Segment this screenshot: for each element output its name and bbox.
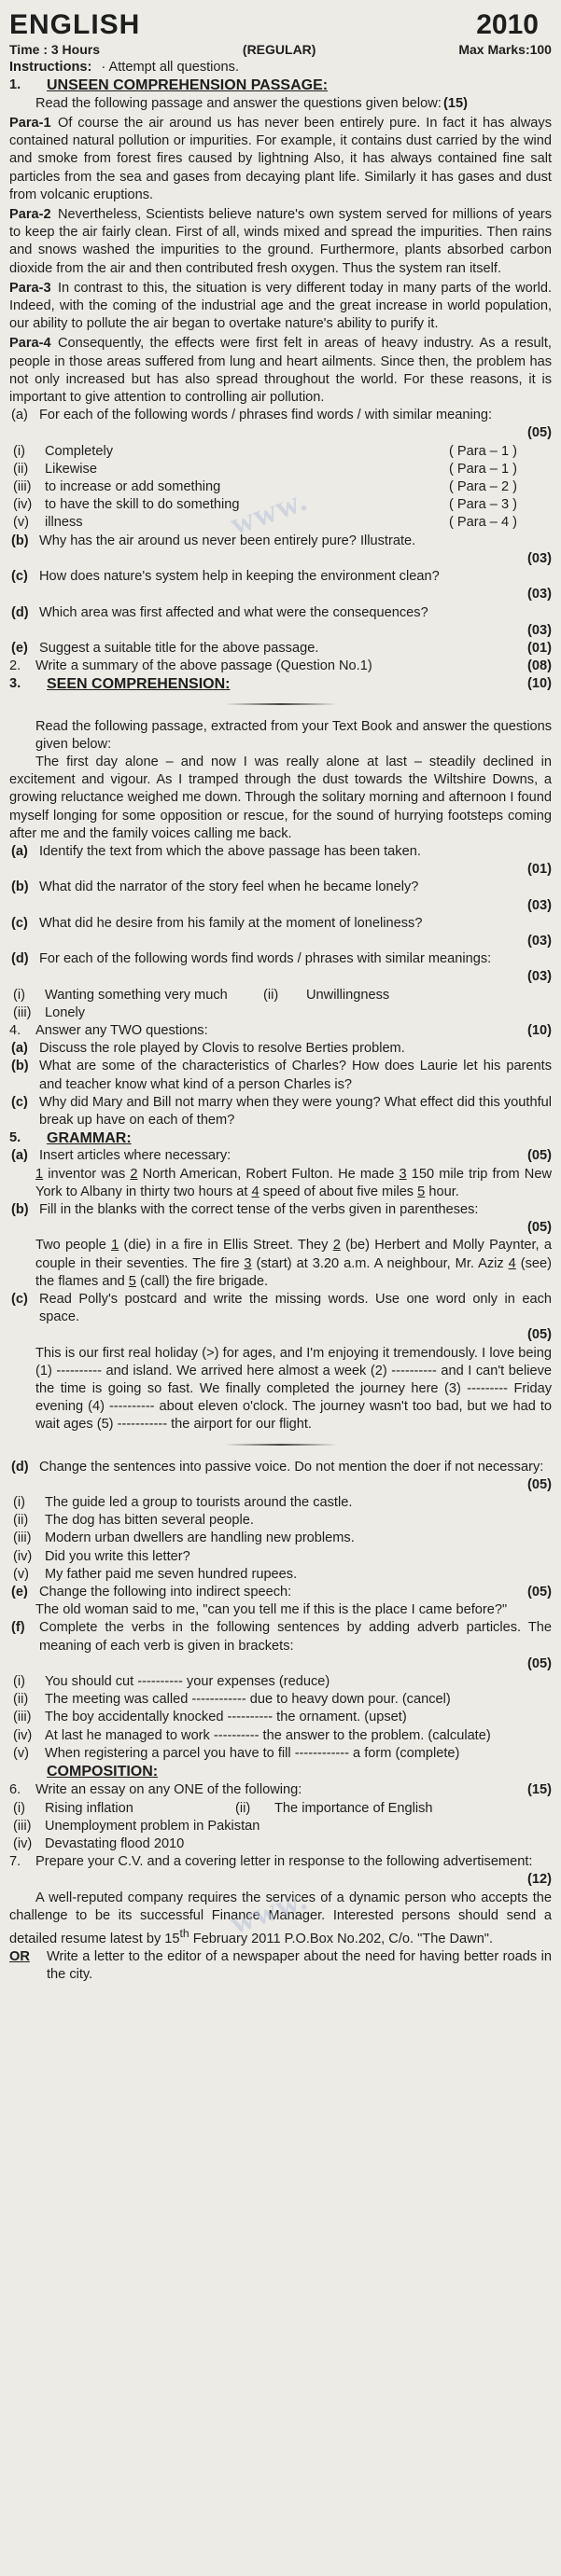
- word: illness: [45, 515, 83, 531]
- question-text: Write an essay on any ONE of the following:: [35, 1782, 302, 1798]
- essay-topic-row: [9, 1835, 552, 1853]
- roman-numeral: (iii): [13, 479, 32, 495]
- part-text: Fill in the blanks with the correct tense of the verbs given in parentheses:: [39, 1202, 479, 1217]
- part-text: Discuss the role played by Clovis to resolve Berties problem.: [39, 1041, 405, 1057]
- question-3d: [9, 950, 552, 968]
- part-text: Why did Mary and Bill not marry when they were young? What effect did this youthful break up have on each of them?: [39, 1094, 552, 1128]
- part-label: (a): [11, 1148, 28, 1164]
- roman-numeral: (iii): [13, 1818, 32, 1834]
- sentence: Modern urban dwellers are handling new problems.: [45, 1530, 355, 1546]
- para-text: Nevertheless, Scientists believe nature's own system served for millions of years to keep the air fairly clean. First of all, winds mixed and spread the impurities. Then rains and snows washed the impurities to the ground. Furthermore, plants absorbed carbon dioxide from the air and then contributed fresh oxygen. Thus the system ran itself.: [9, 207, 552, 276]
- postcard-exercise: This is our first real holiday (>) for ages, and I'm enjoying it tremendously. I love being (1) ---------- and island. We arrived here almost a week (2) ---------- and I can't believe the time is going so fast. We finally completed the journey here (3) --------- Friday evening (4) ---------- about eleven o'clock. The journey wasn't too bad, but we had to wait ages (5) ----------- the airport for our flight.: [35, 1345, 552, 1433]
- section-title: SEEN COMPREHENSION:: [47, 676, 231, 693]
- blank-number: 3: [244, 1255, 252, 1271]
- marks: (01): [527, 640, 552, 656]
- watermark: www.: [226, 1881, 312, 1942]
- part-text: Change the following into indirect speech:: [39, 1585, 292, 1600]
- part-text: What did the narrator of the story feel when he became lonely?: [39, 879, 419, 895]
- part-text: For each of the following words find words / phrases with similar meanings:: [39, 951, 492, 967]
- word: Likewise: [45, 461, 97, 477]
- sentence: The meeting was called ------------ due to heavy down pour. (cancel): [45, 1692, 451, 1708]
- roman-numeral: (iii): [13, 1530, 32, 1546]
- roman-numeral: (v): [13, 515, 30, 531]
- blank-number: 2: [130, 1166, 138, 1182]
- advertisement: [9, 1890, 552, 1948]
- roman-numeral: (iv): [13, 1548, 33, 1564]
- question-1e: [9, 640, 552, 658]
- subject-title: ENGLISH: [9, 9, 141, 40]
- roman-numeral: (i): [13, 1800, 25, 1816]
- marks: (08): [527, 658, 552, 674]
- ad-text: A well-reputed company requires the services of a dynamic person who accepts the challenge to be its successful Finance Manager. Interested persons should send a detailed resume latest by 15: [9, 1890, 552, 1946]
- exercise-text: North American, Robert Fulton. He made: [142, 1166, 395, 1182]
- question-1b: [9, 533, 552, 550]
- part-label: (e): [11, 1585, 28, 1600]
- word: Completely: [45, 443, 113, 459]
- para-ref: ( Para – 3 ): [449, 497, 517, 513]
- particle-item: [9, 1709, 552, 1726]
- question-3-heading: [9, 675, 552, 693]
- question-5d: [9, 1459, 552, 1476]
- passive-item: [9, 1512, 552, 1530]
- passive-item: [9, 1530, 552, 1547]
- essay-topic: Devastating flood 2010: [45, 1835, 185, 1851]
- sentence: The guide led a group to tourists around the castle.: [45, 1495, 353, 1511]
- question-text: Prepare your C.V. and a covering letter in response to the following advertisement:: [35, 1854, 533, 1870]
- marks: (15): [527, 1782, 552, 1798]
- particle-item: [9, 1673, 552, 1691]
- marks: (12): [527, 1872, 552, 1888]
- section-title: COMPOSITION:: [47, 1764, 159, 1780]
- marks: (10): [527, 1022, 552, 1038]
- word: Unwillingness: [306, 987, 390, 1003]
- part-text: Suggest a suitable title for the above passage.: [39, 640, 319, 656]
- para-label: Para-3: [9, 280, 51, 296]
- blank-number: 4: [508, 1255, 516, 1271]
- roman-numeral: (i): [13, 1674, 25, 1690]
- essay-topic: The importance of English: [274, 1800, 433, 1816]
- exercise-text: Two people: [35, 1238, 106, 1253]
- roman-numeral: (v): [13, 1566, 30, 1582]
- particle-item: [9, 1745, 552, 1763]
- para-3: [9, 280, 552, 334]
- question-text: Answer any TWO questions:: [35, 1022, 208, 1038]
- marks: (03): [527, 550, 552, 566]
- part-label: (b): [11, 1202, 29, 1217]
- passive-item: [9, 1566, 552, 1584]
- time-marks-row: [9, 41, 552, 59]
- question-1d: [9, 604, 552, 622]
- blank-number: 2: [332, 1238, 341, 1253]
- roman-numeral: (ii): [13, 1692, 29, 1708]
- marks: (03): [527, 933, 552, 949]
- part-text: Why has the air around us never been entirely pure? Illustrate.: [39, 533, 416, 548]
- part-label: (b): [11, 879, 29, 895]
- para-text: Consequently, the effects were first felt in areas of heavy industry. As a result, people in those areas suffered from lung and heart ailments. Since then, the problem has not only increased but has also spread throughout the world. For these reasons, it is important to give attention to controlling air pollution.: [9, 336, 552, 406]
- max-marks: Max Marks:100: [458, 42, 552, 57]
- essay-topic-row: [9, 1818, 552, 1835]
- question-3b: [9, 879, 552, 896]
- indirect-speech-sentence: The old woman said to me, "can you tell me if this is the place I came before?": [35, 1602, 508, 1618]
- essay-topic-row: [9, 1800, 552, 1818]
- part-text: Insert articles where necessary:: [39, 1148, 231, 1164]
- para-text: In contrast to this, the situation is very different today in many parts of the world. Indeed, with the coming of the industrial age and the great increase in world population, our ability to pollute the air began to overtake nature's ability to purify it.: [9, 280, 552, 332]
- question-text: Write a letter to the editor of a newspaper about the need for having better roads in the city.: [47, 1948, 552, 1983]
- blank-number: 1: [111, 1238, 119, 1253]
- question-2: [9, 658, 552, 675]
- word-item: [9, 987, 552, 1004]
- roman-numeral: (ii): [263, 987, 279, 1003]
- marks: (05): [527, 1220, 552, 1236]
- roman-numeral: (iv): [13, 497, 33, 513]
- part-label: (c): [11, 915, 28, 931]
- marks: (05): [527, 425, 552, 441]
- para-2: [9, 206, 552, 278]
- question-5e: [9, 1584, 552, 1601]
- marks: (10): [527, 676, 552, 692]
- word-item: [9, 478, 552, 496]
- exercise-text: (call) the fire brigade.: [139, 1273, 269, 1289]
- or-label: OR: [9, 1948, 30, 1964]
- passive-item: [9, 1494, 552, 1512]
- question-number: 7.: [9, 1854, 21, 1870]
- section-title: GRAMMAR:: [47, 1130, 132, 1147]
- part-label: (b): [11, 533, 29, 548]
- part-text: Identify the text from which the above passage has been taken.: [39, 843, 421, 859]
- roman-numeral: (i): [13, 1495, 25, 1511]
- question-7: [9, 1853, 552, 1871]
- question-4: [9, 1022, 552, 1040]
- part-label: (e): [11, 640, 28, 656]
- para-ref: ( Para – 1 ): [449, 443, 517, 459]
- question-5b: [9, 1201, 552, 1219]
- blank-number: 5: [128, 1273, 136, 1289]
- question-1a: [9, 407, 552, 424]
- part-text: What did he desire from his family at the moment of loneliness?: [39, 915, 423, 931]
- part-label: (c): [11, 1094, 28, 1110]
- para-1: [9, 115, 552, 204]
- word: to have the skill to do something: [45, 497, 240, 513]
- sentence: When registering a parcel you have to fill ------------ a form (complete): [45, 1745, 460, 1761]
- blank-number: 4: [251, 1184, 259, 1199]
- particle-item: [9, 1727, 552, 1745]
- sentence: You should cut ---------- your expenses (reduce): [45, 1674, 330, 1690]
- part-label: (d): [11, 1459, 29, 1475]
- exam-year: 2010: [476, 9, 539, 40]
- part-text: For each of the following words / phrases find words / with similar meaning:: [39, 408, 493, 423]
- marks: (03): [527, 897, 552, 913]
- question-text: Write a summary of the above passage (Question No.1): [35, 658, 372, 674]
- roman-numeral: (iv): [13, 1727, 33, 1743]
- composition-heading: [9, 1763, 552, 1781]
- question-4a: [9, 1040, 552, 1058]
- question-5c: [9, 1291, 552, 1326]
- marks: (03): [527, 587, 552, 602]
- blank-number: 1: [35, 1166, 44, 1182]
- roman-numeral: (i): [13, 443, 25, 459]
- time-allowed: Time : 3 Hours: [9, 42, 100, 57]
- roman-numeral: (ii): [13, 1513, 29, 1529]
- question-1c: [9, 568, 552, 586]
- part-text: Read Polly's postcard and write the missing words. Use one word only in each space.: [39, 1292, 552, 1325]
- question-3a: [9, 843, 552, 861]
- part-label: (a): [11, 1041, 28, 1057]
- roman-numeral: (v): [13, 1745, 30, 1761]
- sentence: The dog has bitten several people.: [45, 1513, 254, 1529]
- question-number: 2.: [9, 658, 21, 674]
- word: to increase or add something: [45, 479, 221, 495]
- sentence: My father paid me seven hundred rupees.: [45, 1566, 298, 1582]
- instructions-label: Instructions:: [9, 60, 92, 76]
- marks: (05): [527, 1476, 552, 1492]
- part-text: Change the sentences into passive voice. Do not mention the doer if not necessary:: [39, 1459, 544, 1475]
- intro-text: Read the following passage and answer the questions given below:: [35, 95, 442, 111]
- part-label: (d): [11, 604, 29, 620]
- part-label: (c): [11, 569, 28, 585]
- ad-text: February 2011 P.O.Box No.202, C/o. "The Dawn".: [189, 1931, 494, 1946]
- para-label: Para-2: [9, 207, 51, 223]
- exercise-text: (be) Herbert and Molly Paynter, a couple in their seventies. The fire: [35, 1238, 552, 1271]
- marks: (05): [527, 1585, 552, 1600]
- marks: (05): [527, 1148, 552, 1164]
- roman-numeral: (iii): [13, 1710, 32, 1725]
- essay-topic: Unemployment problem in Pakistan: [45, 1818, 260, 1834]
- para-label: Para-4: [9, 336, 51, 352]
- part-label: (f): [11, 1620, 25, 1636]
- word-item: [9, 1004, 552, 1022]
- part-text: Complete the verbs in the following sentences by adding adverb particles. The meaning of each verb is given in brackets:: [39, 1620, 552, 1654]
- question-4c: [9, 1094, 552, 1129]
- para-text: Of course the air around us has never been entirely pure. In fact it has always contained natural pollution or impurities. For example, it contains dust carried by the wind and smoke from forest fires caused by lightning Also, it has always contained fine salt particles from the sea and gases from decaying plant life. Similarly it has gases and dust from volcanic eruptions.: [9, 116, 552, 202]
- seen-passage: The first day alone – and now I was really alone at last – steadily declined in excitement and vigour. As I tramped through the dust towards the Wiltshire Downs, a growing reluctance weighed me down. Through the solitary morning and afternoon I found myself longing for some opposition or rescue, for the sound of hurrying footsteps coming after me and the family voices calling me back.: [9, 754, 552, 841]
- para-4: [9, 335, 552, 407]
- passive-item: [9, 1548, 552, 1566]
- roman-numeral: (i): [13, 987, 25, 1003]
- para-label: Para-1: [9, 116, 51, 132]
- marks: (05): [527, 1327, 552, 1343]
- question-number: 1.: [9, 77, 21, 93]
- question-1-heading: [9, 76, 552, 94]
- particle-item: [9, 1691, 552, 1709]
- word: Wanting something very much: [45, 987, 228, 1003]
- para-ref: ( Para – 2 ): [449, 479, 517, 495]
- para-ref: ( Para – 4 ): [449, 515, 517, 531]
- word-item: [9, 443, 552, 461]
- roman-numeral: (iv): [13, 1835, 33, 1851]
- exercise-text: inventor was: [48, 1166, 126, 1182]
- paper-header: [9, 0, 552, 41]
- part-text: Which area was first affected and what were the consequences?: [39, 604, 428, 620]
- exercise-text: (see) the flames and: [35, 1255, 552, 1289]
- or-option: [9, 1948, 552, 1984]
- question-3c: [9, 915, 552, 933]
- ordinal-suffix: th: [179, 1926, 189, 1940]
- instructions: [9, 59, 552, 76]
- part-label: (a): [11, 408, 28, 423]
- articles-exercise: [9, 1166, 552, 1201]
- divider: [225, 1444, 337, 1446]
- exercise-text: (start) at 3.20 a.m. A neighbour, Mr. Aziz: [256, 1255, 504, 1271]
- question-number: 4.: [9, 1022, 21, 1038]
- divider: [225, 703, 337, 705]
- watermark: www.: [226, 482, 312, 543]
- question-5a: [9, 1147, 552, 1165]
- word: Lonely: [45, 1004, 86, 1020]
- word-item: [9, 496, 552, 514]
- tense-exercise: [9, 1237, 552, 1291]
- question-number: 3.: [9, 676, 21, 692]
- part-label: (d): [11, 951, 29, 967]
- roman-numeral: (ii): [13, 461, 29, 477]
- marks: (01): [527, 862, 552, 878]
- para-ref: ( Para – 1 ): [449, 461, 517, 477]
- question-number: 5.: [9, 1130, 21, 1146]
- word-item: [9, 461, 552, 478]
- question-6: [9, 1781, 552, 1799]
- part-label: (c): [11, 1292, 28, 1308]
- section-title: UNSEEN COMPREHENSION PASSAGE:: [47, 77, 329, 94]
- exercise-text: (die) in a fire in Ellis Street. They: [123, 1238, 329, 1253]
- question-1-intro: [9, 95, 552, 113]
- sentence: At last he managed to work ---------- the answer to the problem. (calculate): [45, 1727, 491, 1743]
- exercise-text: 150 mile trip from New York to Albany in thirty two hours at: [35, 1166, 552, 1199]
- sentence: Did you write this letter?: [45, 1548, 190, 1564]
- part-label: (a): [11, 843, 28, 859]
- marks: (15): [443, 95, 468, 111]
- marks: (03): [527, 622, 552, 638]
- marks: (05): [527, 1655, 552, 1671]
- exam-type: (REGULAR): [242, 42, 316, 57]
- part-text: What are some of the characteristics of Charles? How does Laurie let his parents and teacher know what kind of a person Charles is?: [39, 1059, 552, 1092]
- instructions-text: · Attempt all questions.: [101, 60, 240, 76]
- part-text: How does nature's system help in keeping the environment clean?: [39, 569, 440, 585]
- blank-number: 3: [399, 1166, 407, 1182]
- sentence: The boy accidentally knocked ---------- the ornament. (upset): [45, 1710, 407, 1725]
- word-item: [9, 514, 552, 532]
- question-4b: [9, 1058, 552, 1093]
- marks: (03): [527, 969, 552, 985]
- roman-numeral: (iii): [13, 1004, 32, 1020]
- question-5-heading: [9, 1129, 552, 1147]
- part-label: (b): [11, 1059, 29, 1074]
- exercise-text: hour.: [428, 1184, 459, 1199]
- exercise-text: speed of about five miles: [262, 1184, 414, 1199]
- question-5f: [9, 1619, 552, 1655]
- question-number: 6.: [9, 1782, 21, 1798]
- essay-topic: Rising inflation: [45, 1800, 133, 1816]
- roman-numeral: (ii): [235, 1800, 251, 1816]
- blank-number: 5: [417, 1184, 426, 1199]
- question-3-intro: Read the following passage, extracted from your Text Book and answer the questions given below:: [35, 718, 552, 752]
